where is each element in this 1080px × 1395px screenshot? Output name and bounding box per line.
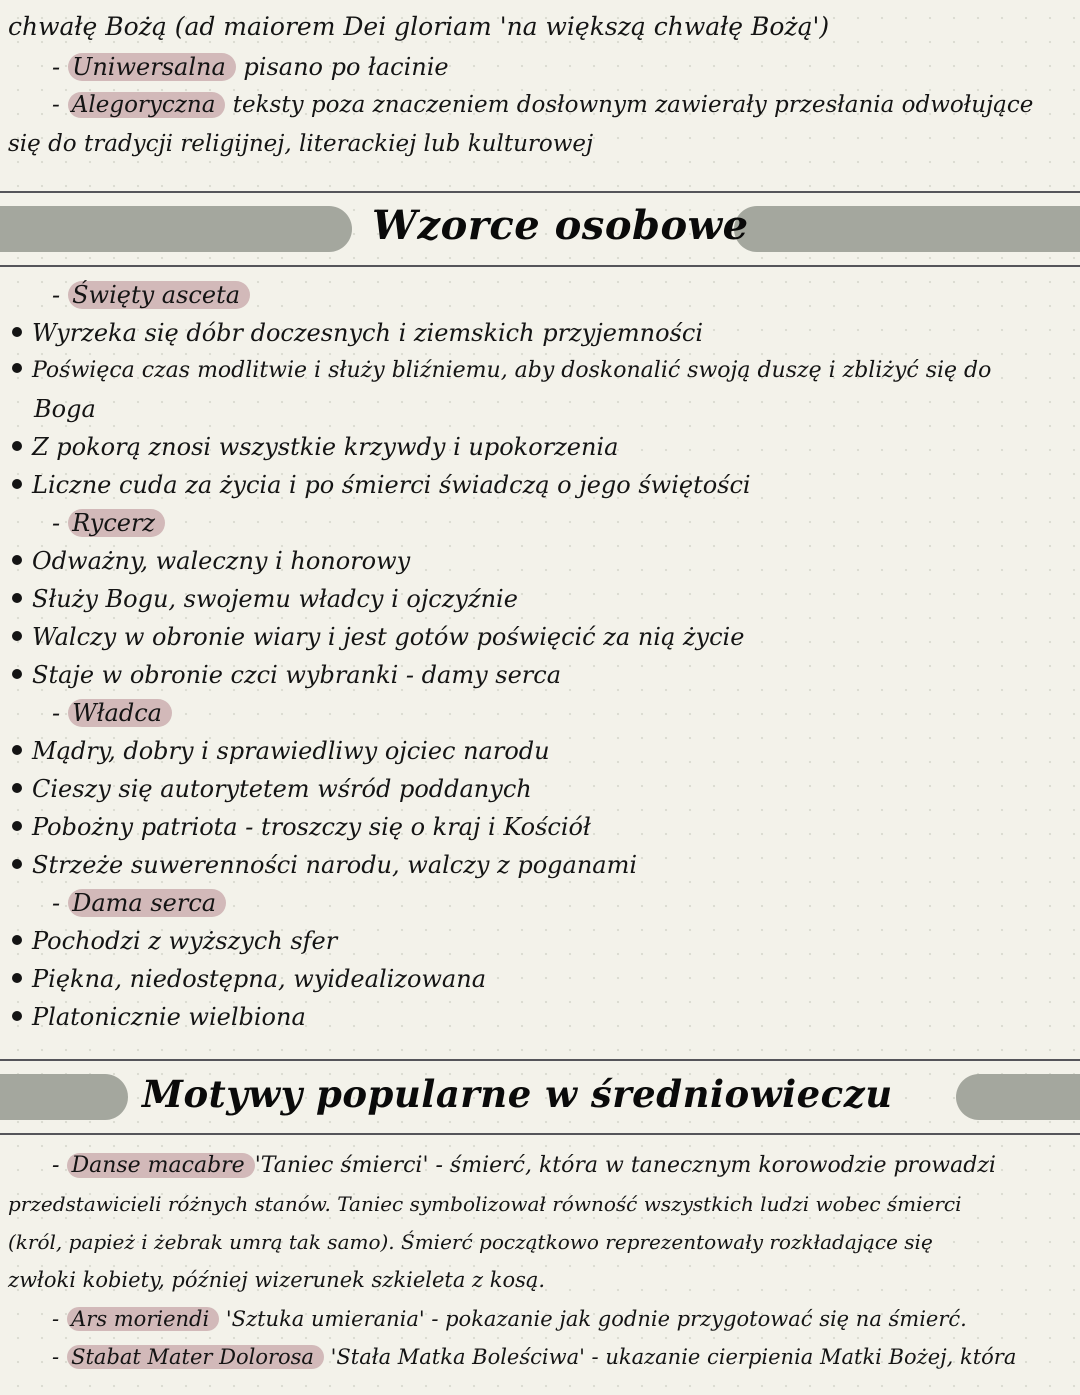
- section-title-personal-models: Wzorce osobowe: [372, 202, 749, 249]
- group-label-row: [52, 506, 165, 540]
- section-divider: [0, 1059, 1080, 1061]
- bullet-icon: [12, 363, 22, 373]
- bullet-icon: [12, 821, 22, 831]
- list-item: [12, 1000, 306, 1034]
- allegorical-text: teksty poza znaczeniem dosłownym zawierały przesłania odwołujące: [232, 92, 1034, 118]
- dash: -: [52, 509, 61, 537]
- bullet-icon: [12, 327, 22, 337]
- list-item: [12, 544, 410, 578]
- list-item-text: Z pokorą znosi wszystkie krzywdy i upokorzenia: [32, 433, 619, 461]
- bullet-icon: [12, 593, 22, 603]
- list-item: [12, 430, 618, 464]
- intro-line: chwałę Bożą (ad maiorem Dei gloriam 'na większą chwałę Bożą'): [8, 12, 830, 41]
- list-item-text: Strzeże suwerenności narodu, walczy z poganami: [32, 851, 638, 879]
- dash: -: [52, 53, 61, 81]
- list-item: [12, 620, 744, 654]
- list-item: [12, 962, 486, 996]
- list-item-text: Cieszy się autorytetem wśród poddanych: [32, 775, 532, 803]
- list-item-text: Mądry, dobry i sprawiedliwy ojciec narodu: [32, 737, 550, 765]
- list-item: [12, 734, 550, 768]
- list-item-text: Platonicznie wielbiona: [32, 1003, 306, 1031]
- section-divider: [0, 191, 1080, 193]
- list-item: [12, 658, 561, 692]
- list-item-continuation: Boga: [34, 395, 96, 423]
- motif-row: [52, 1149, 996, 1183]
- list-item: [12, 924, 337, 958]
- list-item-text: Piękna, niedostępna, wyidealizowana: [32, 965, 487, 993]
- list-item-text: Pobożny patriota - troszczy się o kraj i Kościół: [32, 813, 591, 841]
- list-item-text: Liczne cuda za życia i po śmierci świadczą o jego świętości: [32, 471, 751, 499]
- motif-text: 'Sztuka umierania' - pokazanie jak godnie przygotować się na śmierć.: [225, 1307, 967, 1331]
- list-item: [12, 354, 991, 388]
- dash: -: [52, 1153, 60, 1178]
- bullet-icon: [12, 973, 22, 983]
- list-item-text: Wyrzeka się dóbr doczesnych i ziemskich przyjemności: [32, 319, 703, 347]
- motif-label-danse-macabre: Danse macabre: [67, 1153, 254, 1178]
- allegorical-continuation: się do tradycji religijnej, literackiej lub kulturowej: [8, 131, 594, 157]
- group-label-ascetic: Święty asceta: [68, 281, 250, 309]
- motif-continuation: (król, papież i żebrak umrą tak samo). Śmierć początkowo reprezentowały rozkładające się: [8, 1230, 933, 1254]
- section-title-medieval-motifs: Motywy popularne w średniowieczu: [142, 1072, 893, 1116]
- motif-row: [52, 1302, 967, 1336]
- bullet-icon: [12, 1011, 22, 1021]
- motif-continuation: zwłoki kobiety, później wizerunek szkieleta z kosą.: [8, 1268, 546, 1292]
- motif-text: 'Stała Matka Boleściwa' - ukazanie cierpienia Matki Bożej, która: [330, 1345, 1017, 1369]
- dash: -: [52, 699, 61, 727]
- list-item: [12, 468, 751, 502]
- universal-label: Uniwersalna: [68, 53, 236, 81]
- list-item-text: Walczy w obronie wiary i jest gotów poświęcić za nią życie: [32, 623, 745, 651]
- list-item-text: Służy Bogu, swojemu władcy i ojczyźnie: [32, 585, 518, 613]
- title-band-right: [734, 206, 1080, 252]
- motif-label-ars-moriendi: Ars moriendi: [67, 1307, 219, 1331]
- bullet-icon: [12, 441, 22, 451]
- section-divider: [0, 265, 1080, 267]
- bullet-icon: [12, 935, 22, 945]
- universal-row: [52, 50, 449, 84]
- motif-label-stabat-mater: Stabat Mater Dolorosa: [67, 1345, 324, 1369]
- list-item: [12, 848, 637, 882]
- allegorical-row: [52, 88, 1033, 122]
- list-item-text: Poświęca czas modlitwie i służy bliźniemu, aby doskonalić swoją duszę i zbliżyć się do: [32, 358, 992, 383]
- section-divider: [0, 1133, 1080, 1135]
- list-item-text: Staje w obronie czci wybranki - damy serca: [32, 661, 562, 689]
- title-band-left: [0, 1074, 128, 1120]
- bullet-icon: [12, 669, 22, 679]
- title-band-right: [956, 1074, 1080, 1120]
- bullet-icon: [12, 479, 22, 489]
- allegorical-label: Alegoryczna: [68, 92, 226, 118]
- bullet-icon: [12, 859, 22, 869]
- list-item: [12, 772, 532, 806]
- dash: -: [52, 889, 61, 917]
- dash: -: [52, 281, 61, 309]
- dash: -: [52, 1307, 60, 1331]
- motif-row: [52, 1340, 1016, 1374]
- motif-text: 'Taniec śmierci' - śmierć, która w tanecznym korowodzie prowadzi: [254, 1153, 996, 1178]
- group-label-row: [52, 696, 172, 730]
- group-label-row: [52, 886, 226, 920]
- bullet-icon: [12, 745, 22, 755]
- dash: -: [52, 1345, 60, 1369]
- motif-continuation: przedstawicieli różnych stanów. Taniec symbolizował równość wszystkich ludzi wobec śmierci: [8, 1192, 962, 1216]
- list-item: [12, 316, 703, 350]
- list-item-text: Pochodzi z wyższych sfer: [32, 927, 338, 955]
- group-label-knight: Rycerz: [68, 509, 165, 537]
- title-band-left: [0, 206, 352, 252]
- group-label-row: [52, 278, 250, 312]
- bullet-icon: [12, 555, 22, 565]
- universal-text: pisano po łacinie: [243, 53, 449, 81]
- list-item-text: Odważny, waleczny i honorowy: [32, 547, 411, 575]
- group-label-lady: Dama serca: [68, 889, 226, 917]
- list-item: [12, 810, 591, 844]
- bullet-icon: [12, 783, 22, 793]
- dash: -: [52, 92, 60, 118]
- group-label-ruler: Władca: [68, 699, 172, 727]
- bullet-icon: [12, 631, 22, 641]
- list-item: [12, 582, 518, 616]
